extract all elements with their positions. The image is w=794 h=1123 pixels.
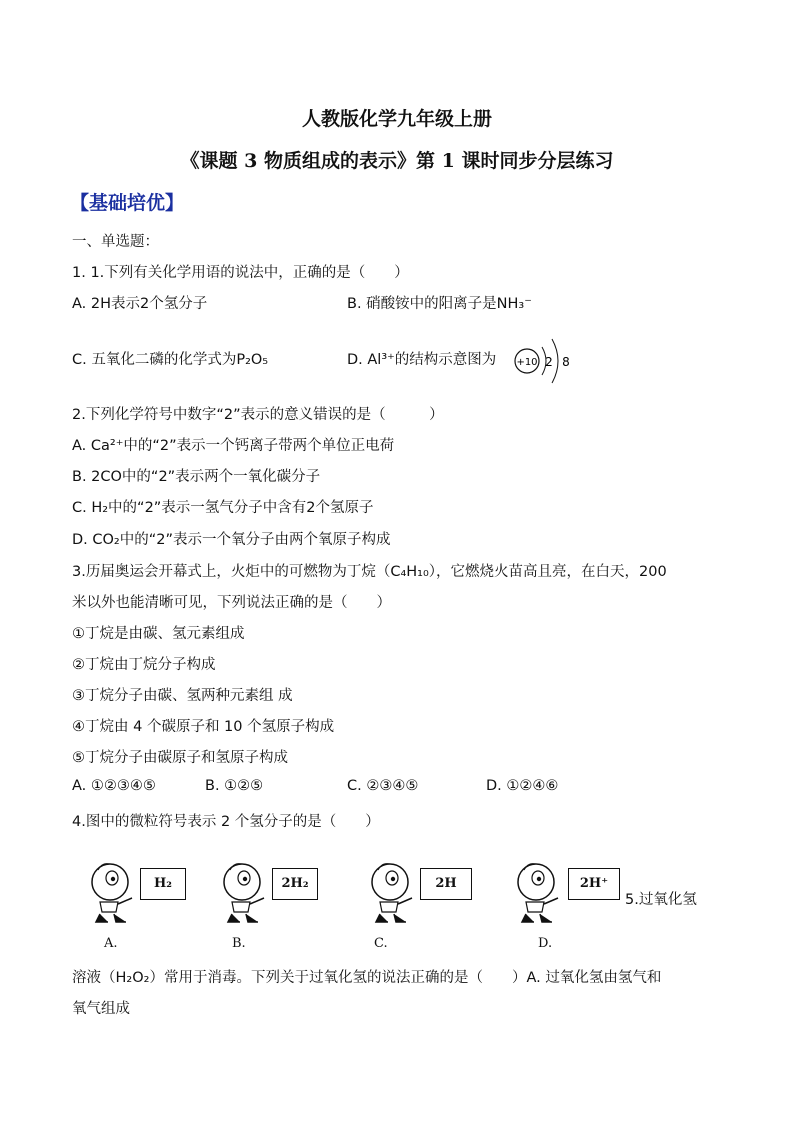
figure-b xyxy=(218,858,309,951)
electron-shell-2 xyxy=(552,339,558,383)
figure-label: C. xyxy=(374,936,388,951)
figure-label: D. xyxy=(538,936,553,951)
q3-option-d: D. ①②④⑥ xyxy=(486,778,559,794)
cartoon-character-icon xyxy=(512,858,572,926)
q1-option-a: A. 2H表示2个氢分子 xyxy=(72,296,208,312)
symbol-sign: 2H xyxy=(420,868,472,900)
q2-stem: 2.下列化学符号中数字“2”表示的意义错误的是（ ） xyxy=(72,407,444,423)
q2-option-b: B. 2CO中的“2”表示两个一氧化碳分子 xyxy=(72,469,321,485)
symbol-sign: H₂ xyxy=(140,868,186,900)
atom-structure-diagram xyxy=(512,333,572,389)
q3-option-c: C. ②③④⑤ xyxy=(347,778,419,794)
q5-stem-line2: 氧气组成 xyxy=(72,1001,130,1017)
figure-d xyxy=(512,858,609,951)
q3-option-a: A. ①②③④⑤ xyxy=(72,778,156,794)
cartoon-character-icon xyxy=(366,858,426,926)
shell-2-electrons: 8 xyxy=(562,355,570,369)
q2-option-c: C. H₂中的“2”表示一氢气分子中含有2个氢原子 xyxy=(72,500,374,516)
q3-statement-4: ④丁烷由 4 个碳原子和 10 个氢原子构成 xyxy=(72,719,335,735)
figure-c xyxy=(366,858,457,951)
nucleus-charge: +10 xyxy=(516,357,538,368)
q3-statement-5: ⑤丁烷分子由碳原子和氢原子构成 xyxy=(72,750,288,766)
q3-statement-3: ③丁烷分子由碳、氢两种元素组 成 xyxy=(72,688,293,704)
q1-option-b: B. 硝酸铵中的阳离子是NH₃⁻ xyxy=(347,296,532,312)
q1-stem: 1. 1.下列有关化学用语的说法中，正确的是（ ） xyxy=(72,265,409,281)
figure-label: B. xyxy=(232,936,246,951)
cartoon-character-icon xyxy=(86,858,146,926)
document-subtitle: 《课题 3 物质组成的表示》第 1 课时同步分层练习 xyxy=(180,150,614,172)
q4-stem: 4.图中的微粒符号表示 2 个氢分子的是（ ） xyxy=(72,814,380,830)
q2-option-a: A. Ca²⁺中的“2”表示一个钙离子带两个单位正电荷 xyxy=(72,438,395,454)
q3-statement-2: ②丁烷由丁烷分子构成 xyxy=(72,657,216,673)
figure-label: A. xyxy=(104,936,118,951)
q3-option-b: B. ①②⑤ xyxy=(205,778,264,794)
q2-option-d: D. CO₂中的“2”表示一个氧分子由两个氧原子构成 xyxy=(72,532,391,548)
q3-statement-1: ①丁烷是由碳、氢元素组成 xyxy=(72,626,245,642)
symbol-sign: 2H⁺ xyxy=(568,868,620,900)
q3-stem-line1: 3.历届奥运会开幕式上，火炬中的可燃物为丁烷（C₄H₁₀），它燃烧火苗高且亮，在白天，200 xyxy=(72,564,667,580)
q1-option-d: D. Al³⁺的结构示意图为 xyxy=(347,352,497,368)
cartoon-character-icon xyxy=(218,858,278,926)
part-heading: 一、单选题： xyxy=(72,234,159,250)
shell-1-electrons: 2 xyxy=(545,355,553,369)
q3-stem-line2: 米以外也能清晰可见，下列说法正确的是（ ） xyxy=(72,595,391,611)
q5-stem-line1: 溶液（H₂O₂）常用于消毒。下列关于过氧化氢的说法正确的是（ ）A. 过氧化氢由氢气和 xyxy=(72,970,662,986)
section-heading: 【基础培优】 xyxy=(70,192,185,214)
q1-option-c: C. 五氧化二磷的化学式为P₂O₅ xyxy=(72,352,269,368)
symbol-sign: 2H₂ xyxy=(272,868,318,900)
document-title: 人教版化学九年级上册 xyxy=(301,108,492,130)
q5-stem-start: 5.过氧化氢 xyxy=(625,892,697,908)
figure-a xyxy=(86,858,172,951)
